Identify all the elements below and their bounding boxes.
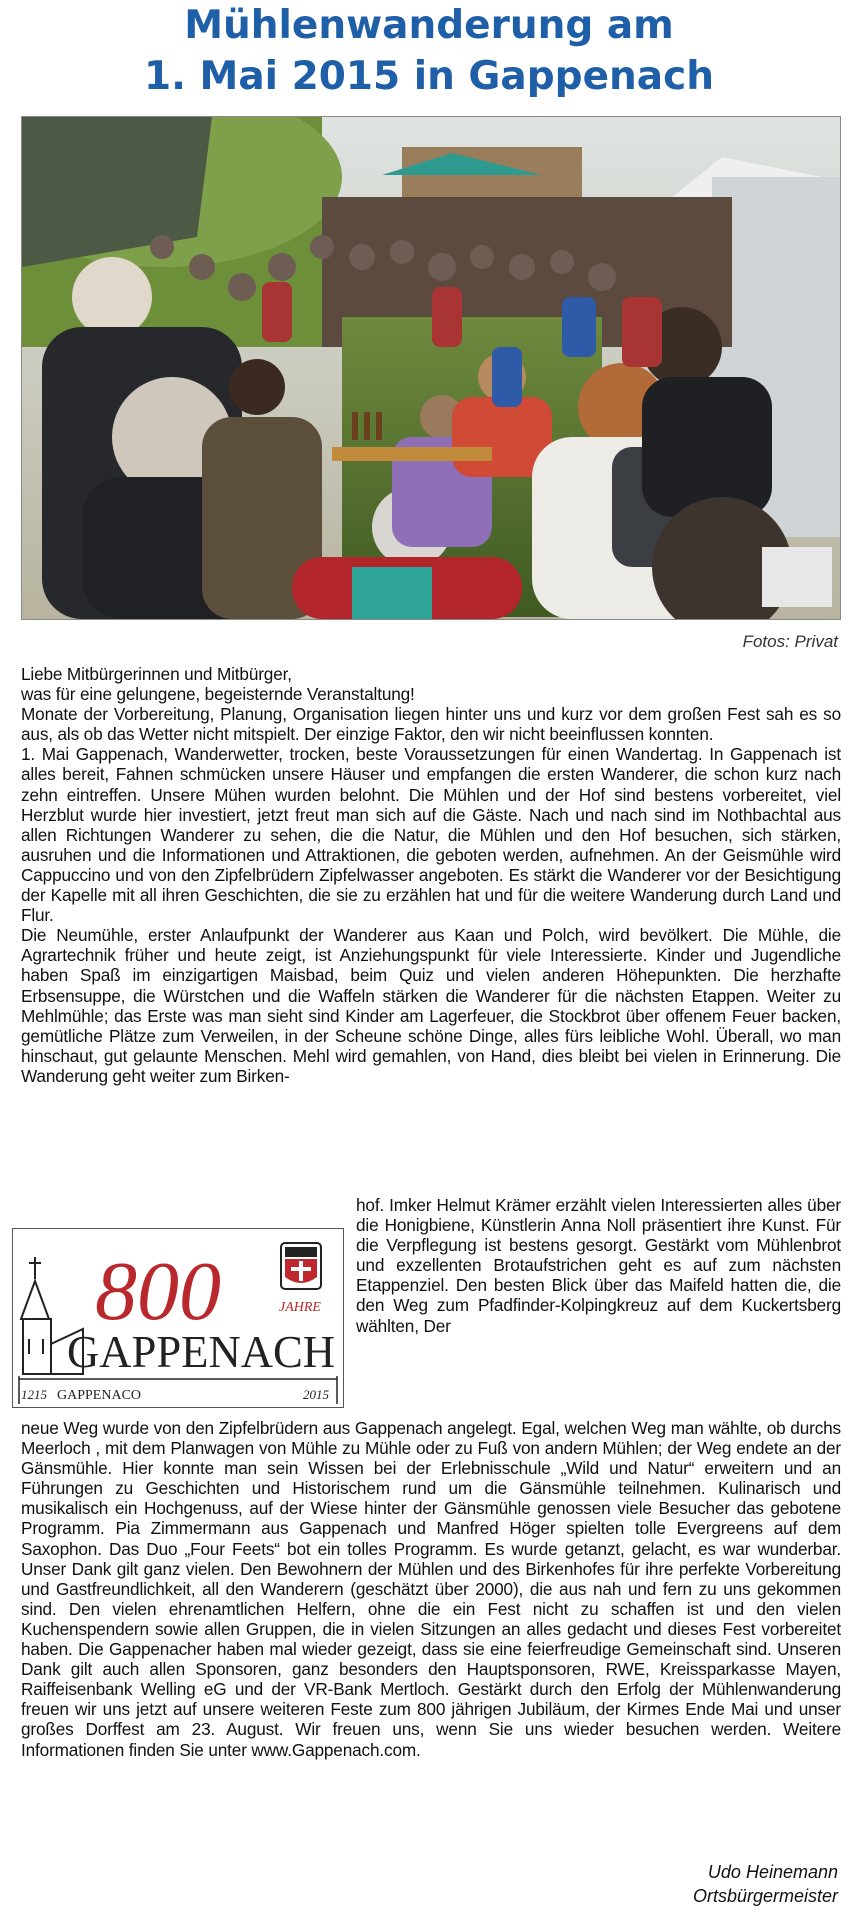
signature-role: Ortsbürgermeister — [692, 1886, 838, 1906]
article-title — [0, 0, 858, 102]
logo-jahre: JAHRE — [279, 1300, 321, 1315]
signature-name: Udo Heinemann — [707, 1862, 838, 1882]
title-line-1: Mühlenwanderung am — [184, 3, 674, 48]
article-body-part-3: neue Weg wurde von den Zipfelbrüdern aus Gappenach angelegt. Egal, welchen Weg man wählte, ob durchs Meerloch , mit dem Planwagen von Mühle zu Mühle oder zu Fuß von andern Mühlen; der Weg endete an der Gänsmühle. Hier konnte man sein Wissen bei der Erlebnisschule „Wild und Natur“ erweitern und an Führungen zu Geschichten und Historischem rund um die Gänsmühle teilnehmen. Kulinarisch und musikalisch ein Hochgenuss, auf der Wiese hinter der Gänsmühle genossen viele Besucher das gebotene Programm. Pia Zimmermann aus Gappenach und Manfred Höger spielten tolle Evergreens auf dem Saxophon. Das Duo „Four Feets“ bot ein tolles Programm. Es wurde getanzt, gelacht, es war wunderbar. Unser Dank gilt ganz vielen. Den Bewohnern der Mühlen und des Birkenhofes für ihre perfekte Vorbereitung und Gastfreundlichkeit, all den Wanderern (geschätzt über 2000), die aus nah und fern zu uns gekommen sind. Den vielen ehrenamtlichen Helfern, ohne die ein Fest nicht zu schaffen ist und den vielen Kuchenspendern sowie allen Gruppen, die in vielen Sitzungen an alles gedacht und dieses Fest vorbereitet haben. Die Gappenacher haben mal wieder gezeigt, dass sie eine feierfreudige Gemeinschaft sind. Unseren Dank gilt auch allen Sponsoren, ganz besonders den Hauptsponsoren, RWE, Kreissparkasse Mayen, Raiffeisenbank Welling eG und der VR-Bank Mertloch. Gestärkt durch den Erfolg der Mühlenwanderung freuen wir uns jetzt auf unsere weiteren Feste zum 800 jährigen Jubiläum, der Kirmes Ende Mai und unser großes Dorffest am 23. August. Wir freuen uns, wenn Sie uns wieder besuchen werden. Weitere Informationen finden Sie unter www.Gappenach.com. — [21, 1418, 841, 1760]
jubilee-logo — [12, 1228, 344, 1408]
article-body-part-2: hof. Imker Helmut Krämer erzählt vielen Interessierten alles über die Honigbiene, Künstlerin Anna Noll präsentiert ihre Kunst. Für die Verpflegung ist bestens gesorgt. Gestärkt vom Mühlenbrot und exzellenten Brotaufstrichen geht es auf zum nächsten Etappenziel. Den besten Blick über das Maifeld hatten die, die den Weg zum Pfadfinder-Kolpingkreuz auf dem Kuckertsberg wählten, Der — [356, 1195, 841, 1336]
photo-credit: Fotos: Privat — [742, 632, 838, 651]
event-photo — [21, 116, 841, 620]
logo-year-end: 2015 — [303, 1387, 329, 1402]
title-line-2: 1. Mai 2015 in Gappenach — [143, 54, 714, 99]
coat-of-arms-icon — [281, 1243, 321, 1289]
logo-old-name: GAPPENACO — [57, 1388, 142, 1403]
article-body-part-1: Liebe Mitbürgerinnen und Mitbürger, was für eine gelungene, begeisternde Veranstaltung! Monate der Vorbereitung, Planung, Organisation liegen hinter uns und kurz vor dem großen Fest sah es so aus, als ob das Wetter nicht mitspielt. Der einzige Faktor, den wir nicht beeinflussen konnten. 1. Mai Gappenach, Wanderwetter, trocken, beste Voraussetzungen für einen Wandertag. In Gappenach ist alles bereit, Fahnen schmücken unsere Häuser und empfangen die ersten Wanderer, die schon kurz nach zehn eintreffen. Unsere Mühen wurden belohnt. Die Mühlen und der Hof sind bestens vorbereitet, viel Herzblut wurde hier investiert, jetzt freut man sich auf die Gäste. Nach und nach sind im Nothbachtal aus allen Richtungen Wanderer zu sehen, die die Natur, die Mühlen und den Hof besuchen, sich stärken, ausruhen und die Informationen und Attraktionen, die geboten werden, aufnehmen. An der Geismühle wird Cappuccino und von den Zipfelbrüdern Zipfelwasser angeboten. Es stärkt die Wanderer vor der Besichtigung der Kapelle mit all ihren Geschichten, die sie zu erzählen hat und für die weitere Wanderung durch Land und Flur. Die Neumühle, erster Anlaufpunkt der Wanderer aus Kaan und Polch, wird bevölkert. Die Mühle, die Agrartechnik früher und heute zeigt, ist Anziehungspunkt für viele Interessierte. Kinder und Jugendliche haben Spaß im einzigartigen Maisbad, beim Quiz und vielen anderen Höhepunkten. Die herzhafte Erbsensuppe, die Würstchen und die Waffeln stärken die Wanderer für die nächsten Etappen. Weiter zu Mehlmühle; das Erste was man sieht sind Kinder am Lagerfeuer, die Stockbrot über offenem Feuer backen, gemütliche Plätze zum Verweilen, in der Scheune schöne Dinge, alles fürs leibliche Wohl. Überall, wo man hinschaut, gut gelaunte Menschen. Mehl wird gemahlen, von Hand, dies bleibt bei vielen in Erinnerung. Die Wanderung geht weiter zum Birken- — [21, 664, 841, 1086]
logo-year-start: 1215 — [21, 1387, 47, 1402]
logo-number: 800 — [95, 1245, 221, 1338]
logo-name: GAPPENACH — [67, 1326, 335, 1377]
